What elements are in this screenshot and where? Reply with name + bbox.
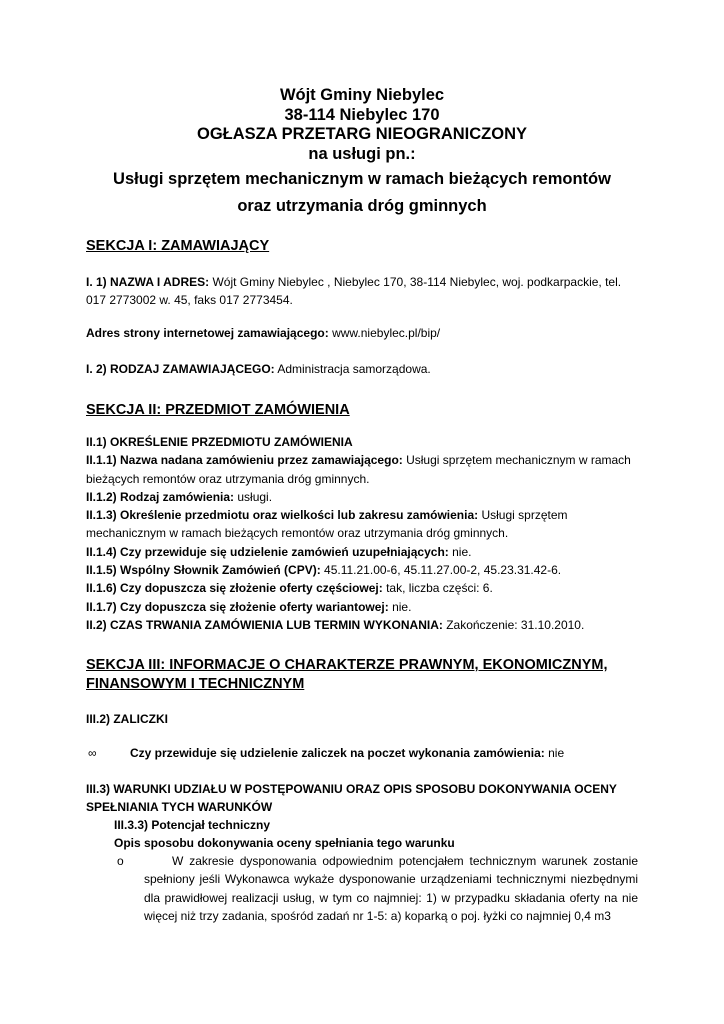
ii16-text: tak, liczba części: 6. (382, 581, 493, 596)
ii17-label: II.1.7) Czy dopuszcza się złożenie oferty wariantowej: (86, 599, 389, 614)
advance-payments-heading: III.2) ZALICZKI (86, 712, 168, 726)
section-3-heading: SEKCJA III: INFORMACJE O CHARAKTERZE PRAWNYM, EKONOMICZNYM, FINANSOWYM I TECHNICZNYM (86, 657, 608, 692)
name-address-label: I. 1) NAZWA I ADRES: (86, 275, 210, 289)
section-1-type (86, 360, 638, 378)
infinity-bullet-icon: ∞ (88, 746, 97, 760)
item-ii14 (86, 543, 638, 561)
header-line-2: 38-114 Niebylec 170 (284, 105, 440, 124)
technical-capacity-heading: III.3.3) Potencjał techniczny (114, 818, 271, 832)
subject-definition-heading: II.1) OKREŚLENIE PRZEDMIOTU ZAMÓWIENIA (86, 435, 353, 449)
assessment-method-heading: Opis sposobu dokonywania oceny spełniania tego warunku (114, 836, 455, 850)
ii11-label: II.1.1) Nazwa nadana zamówieniu przez zamawiającego: (86, 453, 403, 468)
contracting-type-label: I. 2) RODZAJ ZAMAWIAJĄCEGO: (86, 362, 275, 376)
ii15-text: 45.11.21.00-6, 45.11.27.00-2, 45.23.31.42-6. (320, 563, 562, 578)
header-line-1: Wójt Gminy Niebylec (279, 86, 445, 104)
ii16-label: II.1.6) Czy dopuszcza się złożenie oferty częściowej: (86, 581, 383, 596)
ii2-label: II.2) CZAS TRWANIA ZAMÓWIENIA LUB TERMIN WYKONANIA: (86, 617, 443, 632)
item-ii2 (86, 616, 638, 634)
ii12-label: II.1.2) Rodzaj zamówienia: (86, 489, 235, 504)
ii14-text: nie. (448, 544, 472, 559)
section-1-website (86, 324, 638, 342)
item-ii12 (86, 488, 638, 506)
announcement-header (0, 86, 724, 218)
section-1-heading: SEKCJA I: ZAMAWIAJĄCY (86, 238, 270, 254)
section-1-name-address (86, 273, 638, 310)
item-ii13 (86, 506, 638, 543)
section-2-heading: SEKCJA II: PRZEDMIOT ZAMÓWIENIA (86, 402, 350, 418)
item-ii16 (86, 579, 638, 597)
ii13-text: Usługi sprzętem mechanicznym w ramach bieżących remontów oraz utrzymania dróg gminnych. (86, 508, 568, 541)
advance-payment-answer: nie (544, 746, 565, 760)
ii13-label: II.1.3) Określenie przedmiotu oraz wielkości lub zakresu zamówienia: (86, 508, 479, 523)
tender-title-line-1: Usługi sprzętem mechanicznym w ramach bieżących remontów (113, 170, 611, 188)
ii14-label: II.1.4) Czy przewiduje się udzielenie zamówień uzupełniających: (86, 544, 449, 559)
section-2-body (86, 433, 638, 634)
ii2-text: Zakończenie: 31.10.2010. (442, 617, 585, 632)
participation-conditions-heading: III.3) WARUNKI UDZIAŁU W POSTĘPOWANIU ORAZ OPIS SPOSOBU DOKONYWANIA OCENY SPEŁNIANIA TYCH WARUNKÓW (86, 782, 617, 815)
ii15-label: II.1.5) Wspólny Słownik Zamówień (CPV): (86, 563, 321, 578)
ii17-text: nie. (388, 599, 412, 614)
ii11-text: Usługi sprzętem mechanicznym w ramach bieżących remontów oraz utrzymania dróg gminnych. (86, 453, 631, 486)
advance-payment-label: Czy przewiduje się udzielenie zaliczek na poczet wykonania zamówienia: (130, 746, 545, 760)
item-ii17 (86, 598, 638, 616)
contracting-type-text: Administracja samorządowa. (274, 362, 431, 376)
advance-payment-question (130, 744, 638, 762)
website-label: Adres strony internetowej zamawiającego: (86, 326, 329, 340)
technical-capacity-condition: W zakresie dysponowania odpowiednim potencjałem technicznym warunek zostanie spełniony jeśli Wykonawca wykaże dysponowanie urządzeniami technicznymi niezbędnymi dla prawidłowej realizacji usług, w tym co najmniej: 1) w przypadku składania oferty na nie więcej niż trzy zadania, spośród zadań nr 1-5: a) koparką o poj. łyżki co najmniej 0,4 m3 (144, 854, 638, 923)
item-ii15 (86, 561, 638, 579)
ii12-text: usługi. (234, 489, 273, 504)
circle-bullet-icon: o (117, 854, 124, 868)
header-line-3: OGŁASZA PRZETARG NIEOGRANICZONY (197, 125, 527, 143)
name-address-text: Wójt Gminy Niebylec , Niebylec 170, 38-114 Niebylec, woj. podkarpackie, tel. 017 2773002 w. 45, faks 017 2773454. (86, 275, 622, 308)
header-line-4: na usługi pn.: (308, 144, 416, 163)
tender-title-line-2: oraz utrzymania dróg gminnych (237, 197, 487, 215)
item-ii11 (86, 451, 638, 488)
website-link[interactable]: www.niebylec.pl/bip/ (328, 326, 441, 340)
